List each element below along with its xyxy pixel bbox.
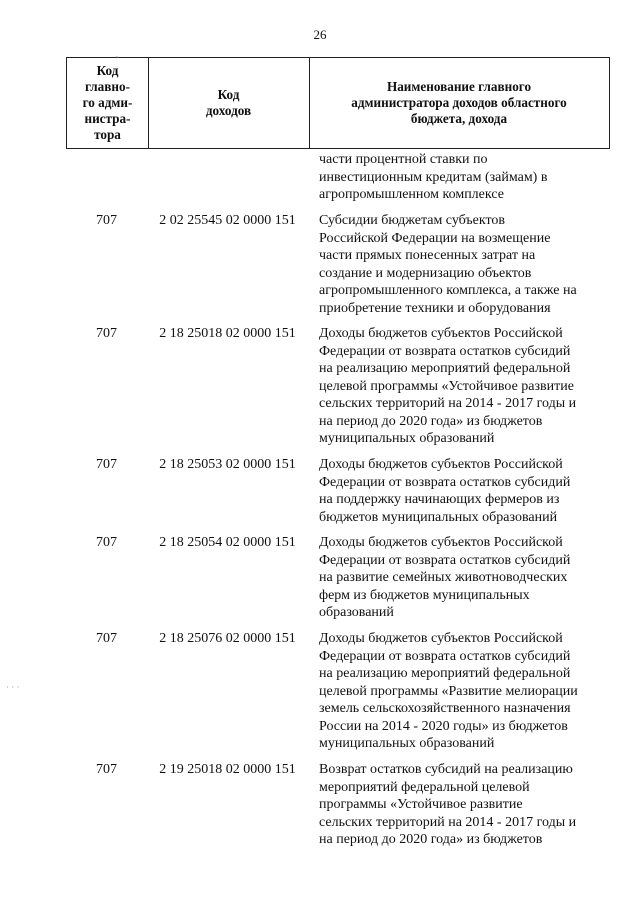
row-admin-code: 707 xyxy=(96,631,117,646)
header-admin-code xyxy=(67,58,149,148)
row-name xyxy=(319,151,610,204)
row-name-line: на реализацию мероприятий федеральной xyxy=(319,361,571,376)
row-name-line: программы «Устойчивое развитие xyxy=(319,797,523,812)
row-name-line: на поддержку начинающих фермеров из xyxy=(319,492,560,507)
row-income-code: 2 18 25076 02 0000 151 xyxy=(159,631,296,646)
row-name-line: целевой программы «Развитие мелиорации xyxy=(319,683,578,699)
row-name-line: Субсидии бюджетам субъектов xyxy=(319,213,506,228)
row-name-line: сельских территорий на 2014 - 2017 годы и xyxy=(319,814,577,830)
row-name-line: земель сельскохозяйственного назначения xyxy=(319,701,571,716)
header-admin-code-line: нистра- xyxy=(84,111,131,126)
row-name-line: образований xyxy=(319,605,394,620)
row-name-line: на развитие семейных животноводческих xyxy=(319,570,568,585)
row-name-line: муниципальных образований xyxy=(319,736,495,751)
row-name-line: Федерации от возврата остатков субсидий xyxy=(319,552,571,568)
row-name-line: муниципальных образований xyxy=(319,431,495,446)
header-income-code xyxy=(148,58,310,148)
row-admin-code: 707 xyxy=(96,457,117,472)
row-admin-code: 707 xyxy=(96,213,117,228)
row-name xyxy=(319,325,610,448)
row-name-line: целевой программы «Устойчивое развитие xyxy=(319,378,574,394)
header-name-line: администратора доходов областного xyxy=(351,95,567,110)
header-admin-code-line: Код xyxy=(96,63,119,78)
row-name-line: части процентной ставки по xyxy=(319,152,488,167)
row-name-line: Российской Федерации на возмещение xyxy=(319,230,551,246)
row-name-line: мероприятий федеральной целевой xyxy=(319,779,530,795)
row-name-line: на период до 2020 года» из бюджетов xyxy=(319,413,543,429)
row-admin-code: 707 xyxy=(96,535,117,550)
row-income-code: 2 18 25053 02 0000 151 xyxy=(159,457,296,472)
row-admin-code: 707 xyxy=(96,326,117,341)
row-income-code: 2 19 25018 02 0000 151 xyxy=(159,762,296,777)
scan-mark: , xyxy=(116,49,119,59)
row-name-line: Доходы бюджетов субъектов Российской xyxy=(319,535,563,550)
header-income-code-line: Код xyxy=(217,87,240,102)
header-admin-code-line: тора xyxy=(94,127,121,142)
row-name-line: Доходы бюджетов субъектов Российской xyxy=(319,326,563,341)
row-name-line: на период до 2020 года» из бюджетов xyxy=(319,832,543,847)
row-name xyxy=(319,456,610,526)
row-name xyxy=(319,212,610,317)
row-name-line: Доходы бюджетов субъектов Российской xyxy=(319,457,563,472)
row-admin-code: 707 xyxy=(96,762,117,777)
table-header xyxy=(66,57,610,149)
page-number: 26 xyxy=(313,27,327,42)
row-name-line: на реализацию мероприятий федеральной xyxy=(319,666,571,681)
row-income-code: 2 18 25054 02 0000 151 xyxy=(159,535,296,550)
row-name-line: Федерации от возврата остатков субсидий xyxy=(319,343,571,359)
row-name-line: части прямых понесенных затрат на xyxy=(319,248,536,263)
header-income-code-line: доходов xyxy=(205,103,252,118)
row-income-code: 2 18 25018 02 0000 151 xyxy=(159,326,296,341)
row-name-line: сельских территорий на 2014 - 2017 годы и xyxy=(319,396,577,411)
row-name xyxy=(319,534,610,622)
row-name xyxy=(319,761,610,849)
header-admin-code-line: главно- xyxy=(84,79,130,94)
header-name xyxy=(309,58,609,148)
row-name xyxy=(319,630,610,753)
header-name-line: Наименование главного xyxy=(386,79,532,94)
row-name-line: агропромышленного комплекса, а также на xyxy=(319,283,577,298)
row-name-line: России на 2014 - 2020 годы» из бюджетов xyxy=(319,718,568,734)
row-name-line: приобретение техники и оборудования xyxy=(319,300,551,316)
scan-mark: · · · xyxy=(6,682,20,692)
row-name-line: агропромышленном комплексе xyxy=(319,187,504,202)
row-name-line: бюджетов муниципальных образований xyxy=(319,509,558,525)
row-name-line: Федерации от возврата остатков субсидий xyxy=(319,648,571,664)
row-name-line: создание и модернизацию объектов xyxy=(319,265,532,281)
row-name-line: Доходы бюджетов субъектов Российской xyxy=(319,631,563,646)
row-income-code: 2 02 25545 02 0000 151 xyxy=(159,213,296,228)
row-name-line: Федерации от возврата остатков субсидий xyxy=(319,474,571,490)
row-name-line: Возврат остатков субсидий на реализацию xyxy=(319,762,573,777)
row-name-line: ферм из бюджетов муниципальных xyxy=(319,587,530,603)
row-name-line: инвестиционным кредитам (займам) в xyxy=(319,169,548,185)
header-admin-code-line: го адми- xyxy=(82,95,133,110)
header-name-line: бюджета, дохода xyxy=(410,111,508,126)
